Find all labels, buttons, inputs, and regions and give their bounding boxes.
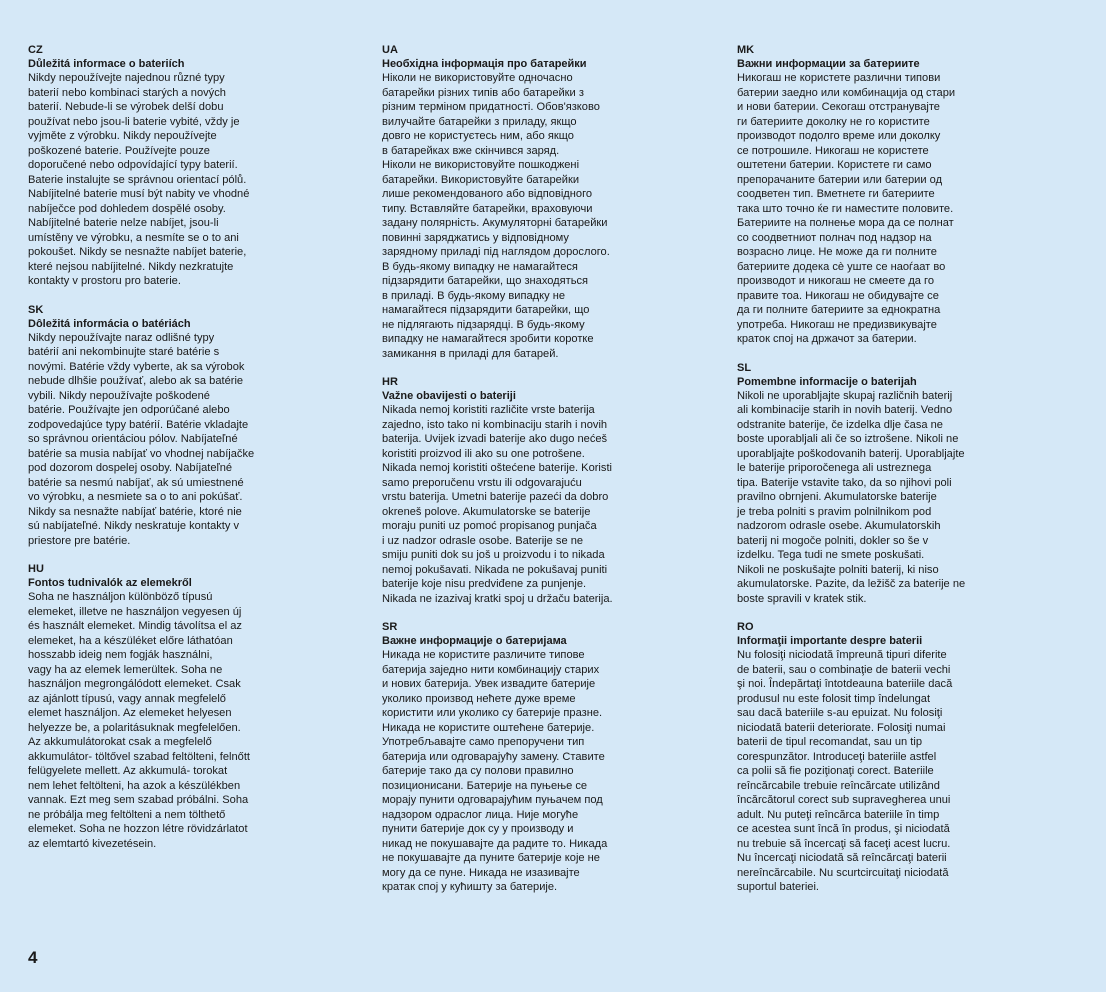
language-code: UA (382, 44, 398, 56)
body-line: tipa. Baterije vstavite tako, da so njihovi poli (737, 476, 952, 489)
language-code: RO (737, 621, 754, 633)
body-line: elemeket, illetve ne használjon vegyesen új (28, 605, 242, 618)
body-line: zodpovedajúce typy batérií. Batérie vkladajte (28, 418, 249, 431)
body-line: ali kombinacije starih in novih baterij. Vedno (737, 404, 953, 416)
body-line: підзарядити батарейки, що знаходяться (382, 275, 589, 287)
body-line: Nabíjitelné baterie musí být nabity ve vhodné (28, 188, 250, 200)
body-line: Nikdy sa nesnažte nabíjať batérie, ktoré nie (28, 505, 242, 518)
section-body (737, 389, 1037, 607)
body-line: да ги полните батериите за еднократна (737, 304, 941, 316)
body-line: производот подолго време или доколку (737, 130, 941, 142)
body-line: типу. Вставляйте батарейки, враховуючи (382, 202, 593, 215)
section-sl (737, 361, 1037, 607)
body-line: Nikoli ne uporabljajte skupaj različnih baterij (737, 389, 953, 402)
column-1 (28, 43, 328, 865)
body-line: okreneš polove. Akumulatorske se baterije (382, 505, 591, 518)
section-title: Необхідна інформація про батарейки (382, 58, 587, 70)
body-line: Nu folosiţi niciodată împreună tipuri diferite (737, 649, 947, 661)
body-line: izdelku. Tega tudi ne smete poskušati. (737, 549, 925, 561)
body-line: i uz nadzor odrasle osobe. Baterije se ne (382, 534, 584, 547)
body-line: Ніколи не використовуйте пошкоджені (382, 159, 580, 171)
body-line: позиционисани. Батерије на пуњење се (382, 779, 588, 792)
body-line: vyjměte z výrobku. Nikdy nepoužívejte (28, 130, 217, 142)
body-line: соодветен тип. Вметнете ги батериите (737, 188, 935, 200)
body-line: випадку не намагайтеся зробити коротке (382, 333, 594, 345)
body-line: возрасно лице. Не може да ги полните (737, 246, 937, 258)
body-line: je treba polniti s pravim polnilnikom pod (737, 505, 932, 518)
body-line: moraju puniti uz pomoć propisanog punjača (382, 520, 597, 532)
body-line: akumulatorske. Pazite, da ležišč za baterije ne (737, 578, 966, 590)
body-line: Nikada nemoj koristiti oštećene baterije. Koristi (382, 462, 612, 474)
body-line: Ніколи не використовуйте одночасно (382, 72, 573, 84)
section-body (737, 71, 1037, 347)
body-line: В будь-якому випадку не намагайтеся (382, 260, 578, 273)
body-line: батерии заедно или комбинација од стари (737, 86, 956, 99)
body-line: nebude dlhšie používať, alebo ak sa batérie (28, 375, 244, 387)
body-line: Никада не користите различите типове (382, 649, 585, 661)
body-line: надзором одраслог лица. Није могуће (382, 808, 579, 821)
body-line: Az akkumulátorokat csak a megfelelő (28, 736, 212, 748)
body-line: odstranite baterije, če izdelka dlje časa ne (737, 418, 943, 431)
section-body (737, 648, 1037, 895)
body-line: Nikoli ne poskušajte polniti baterij, ki niso (737, 563, 939, 576)
body-line: smiju puniti dok su još u proizvodu i to nikada (382, 549, 605, 561)
body-line: никад не покушавајте да радите то. Никада (382, 837, 608, 850)
body-line: şi noi. Îndepărtaţi întotdeauna bateriile dacă (737, 678, 953, 690)
body-line: niciodată baterii deteriorate. Folosiţi numai (737, 721, 946, 734)
body-line: и нових батерија. Увек извадите батерије (382, 678, 596, 690)
page-number: 4 (28, 948, 38, 967)
body-line: încărcătorul corect sub supravegherea unui (737, 794, 951, 806)
body-line: boste uporabljali ali če so iztrošene. Nikoli ne (737, 433, 959, 445)
body-line: nu trebuie să încercaţi să faceţi acest lucru. (737, 837, 951, 850)
body-line: poškozené baterie. Používejte pouze (28, 144, 210, 157)
body-line: краток спој на држачот за батерии. (737, 333, 917, 345)
body-line: pravilno obrnjeni. Akumulatorske baterije (737, 491, 937, 503)
body-line: priestore pre batérie. (28, 534, 131, 547)
body-line: baterij ni mogoče polniti, dokler so še v (737, 534, 929, 547)
body-line: pod dozorom dospelej osoby. Nabíjateľné (28, 462, 233, 474)
body-line: sau dacă bateriile s-au epuizat. Nu folosiţi (737, 707, 943, 719)
section-title: Informaţii importante despre baterii (737, 635, 923, 647)
body-line: Nikdy nepoužívejte najednou různé typy (28, 72, 225, 84)
body-line: elemet használjon. Az elemeket helyesen (28, 707, 232, 719)
language-code: HR (382, 376, 398, 388)
body-line: Употребљавајте само препоручени тип (382, 736, 585, 748)
body-line: pokoušet. Nikdy se nesnažte nabíjet baterie, (28, 246, 247, 258)
body-line: akkumulátor- töltővel szabad feltölteni, felnőtt (28, 750, 250, 763)
body-line: морају пунити одговарајућим пуњачем под (382, 794, 603, 806)
body-line: и нови батерии. Секогаш отстранувајте (737, 101, 940, 113)
section-mk (737, 43, 1037, 347)
body-line: Nu încercaţi niciodată să reîncărcaţi baterii (737, 852, 947, 864)
body-line: batérií ani nekombinujte staré batérie s (28, 346, 220, 358)
body-line: zajedno, isto tako ni kombinaciju starih i novih (382, 418, 608, 431)
section-hr (382, 375, 682, 606)
body-line: правите тоа. Никогаш не обидувајте се (737, 289, 939, 302)
body-line: вилучайте батарейки з приладу, якщо (382, 115, 577, 128)
body-line: намагайтеся підзарядити батарейки, що (382, 304, 590, 316)
section-body (382, 403, 682, 606)
body-line: уколико производ нећете дуже време (382, 692, 576, 705)
body-line: batérie. Používajte jen odporúčané alebo (28, 404, 230, 416)
language-code: SK (28, 303, 44, 316)
body-line: довго не користуєтесь ним, або якщо (382, 130, 574, 142)
body-line: vybili. Nikdy nepoužívajte poškodené (28, 389, 210, 402)
body-line: nabíječce pod dohledem dospělé osoby. (28, 202, 226, 215)
body-line: Baterie instalujte se správnou orientací pólů. (28, 173, 247, 186)
body-line: az ajánlott típusú, vagy annak megfelelő (28, 692, 226, 705)
body-line: hosszabb ideig nem fogják használni, (28, 649, 213, 661)
section-title: Pomembne informacije o baterijah (737, 375, 917, 388)
body-line: baterije koje nisu predviđene za punjenje. (382, 578, 587, 590)
body-line: не підлягають підзарядці. В будь-якому (382, 318, 585, 331)
body-line: kontakty v prostoru pro baterie. (28, 275, 181, 287)
body-line: різним терміном придатності. Обов'язково (382, 101, 600, 113)
language-code: HU (28, 563, 44, 575)
body-line: vagy ha az elemek lemerültek. Soha ne (28, 663, 223, 676)
body-line: оштетени батерии. Користете ги само (737, 159, 932, 171)
body-line: в приладі. В будь-якому випадку не (382, 289, 565, 302)
body-line: nadzorom odrasle osebe. Akumulatorskih (737, 520, 941, 532)
language-code: MK (737, 44, 755, 56)
section-body (28, 71, 328, 289)
section-ro (737, 620, 1037, 895)
body-line: ca polii să fie poziţionaţi corect. Bateriile (737, 765, 934, 777)
body-line: Soha ne használjon különböző típusú (28, 591, 213, 603)
section-ua (382, 43, 682, 361)
body-line: батерије тако да су полови правилно (382, 765, 574, 777)
body-line: baterií. Nebude-li se výrobek delší dobu (28, 101, 224, 113)
body-line: лише рекомендованого або відповідного (382, 188, 593, 200)
section-body (28, 331, 328, 549)
body-line: elemeket. Soha ne hozzon létre rövidzárlatot (28, 823, 248, 835)
body-line: не покушавајте да пуните батерије које не (382, 852, 600, 864)
body-line: de baterii, sau o combinaţie de baterii vechi (737, 663, 951, 676)
body-line: Никада не користите оштећене батерије. (382, 721, 595, 734)
section-title: Důležitá informace o bateriích (28, 58, 185, 70)
body-line: могу да се пуне. Никада не изазивајте (382, 866, 580, 879)
body-line: ce acestea sunt încă în produs, şi niciodată (737, 823, 950, 835)
body-line: повинні заряджатись у відповідному (382, 231, 569, 244)
language-code: SR (382, 621, 398, 633)
section-hu (28, 562, 328, 851)
body-line: používat nebo jsou-li baterie vybité, vždy je (28, 115, 240, 128)
body-line: suportul bateriei. (737, 881, 820, 893)
body-line: кратак спој у кућишту за батерије. (382, 881, 558, 893)
body-line: производот и никогаш не смеете да го (737, 275, 935, 287)
body-line: produsul nu este folosit timp îndelungat (737, 692, 931, 705)
body-line: használjon megrongálódott elemeket. Csak (28, 678, 241, 690)
body-line: употреба. Никогаш не предизвикувајте (737, 318, 937, 331)
column-2 (382, 43, 682, 909)
body-line: батарейки. Використовуйте батарейки (382, 173, 580, 186)
body-line: corespunzător. Introduceţi bateriile astfel (737, 750, 937, 763)
body-line: koristiti proizvod ili ako su one potrošene. (382, 447, 585, 460)
body-line: felügyelete mellett. Az akkumulá- torokat (28, 765, 228, 777)
body-line: uporabljajte poškodovanih baterij. Uporabljajte (737, 447, 965, 460)
section-title: Важни информации за батериите (737, 58, 920, 70)
section-title: Dôležitá informácia o batériách (28, 317, 191, 330)
body-line: в батарейках вже скінчився заряд. (382, 144, 560, 157)
body-line: baterií nebo kombinaci starých a nových (28, 86, 226, 99)
section-body (382, 71, 682, 361)
body-line: се потрошиле. Никогаш не користете (737, 144, 929, 157)
body-line: така што точно ќе ги наместите половите. (737, 202, 954, 215)
section-body (28, 590, 328, 851)
body-line: замикання в приладі для батарей. (382, 347, 559, 360)
body-line: umístěny ve výrobku, a nesmíte se o to ani (28, 231, 239, 244)
body-line: nereîncărcabile. Nu scurtcircuitaţi niciodată (737, 866, 949, 879)
body-line: boste spravili v kratek stik. (737, 592, 867, 605)
body-line: helyezze be, a polaritásuknak megfelelően. (28, 721, 241, 734)
column-3 (737, 43, 1037, 909)
section-sr (382, 620, 682, 895)
section-cz (28, 43, 328, 289)
body-line: со соодветниот полнач под надзор на (737, 231, 932, 244)
body-line: samo preporučenu vrstu ili odgovarajuću (382, 476, 582, 489)
body-line: vrstu baterija. Umetni baterije pazeći da dobro (382, 491, 609, 503)
body-line: které nejsou nabíjitelné. Nikdy nezkratujte (28, 260, 234, 273)
section-title: Fontos tudnivalók az elemekről (28, 577, 192, 589)
body-line: nem lehet feltölteni, ha azok a készülékben (28, 779, 241, 792)
body-line: Никогаш не користете различни типови (737, 72, 941, 84)
body-line: és használt elemeket. Mindig távolítsa el az (28, 620, 242, 632)
body-line: az elemtartó kivezetésein. (28, 837, 157, 850)
body-line: користити или уколико су батерије празне. (382, 707, 603, 719)
body-line: vo výrobku, a nesmiete sa o to ani pokúšať. (28, 491, 243, 503)
body-line: so správnou orientáciou pólov. Nabíjateľné (28, 433, 238, 445)
body-line: vannak. Ezt meg sem szabad próbálni. Soha (28, 794, 249, 806)
language-code: CZ (28, 44, 43, 56)
body-line: doporučené nebo odpovídající typy baterií. (28, 159, 238, 171)
section-sk (28, 303, 328, 549)
section-body (382, 648, 682, 895)
body-line: Nikada nemoj koristiti različite vrste baterija (382, 404, 595, 416)
body-line: ги батериите доколку не го користите (737, 115, 930, 128)
body-line: препорачаните батерии или батерии од (737, 173, 943, 186)
body-line: Nikdy nepoužívajte naraz odlišné typy (28, 331, 215, 344)
section-title: Važne obavijesti o bateriji (382, 390, 516, 402)
body-line: nemoj pokušavati. Nikada ne pokušavaj puniti (382, 563, 608, 576)
body-line: батарейки різних типів або батарейки з (382, 86, 584, 99)
section-title: Важне информације о батеријама (382, 635, 567, 647)
body-line: le baterije priporočenega ali ustreznega (737, 462, 932, 474)
body-line: baterija. Uvijek izvadi baterije ako dugo nećeš (382, 433, 608, 445)
body-line: adult. Nu puteţi reîncărca bateriile în timp (737, 808, 940, 821)
body-line: batérie sa musia nabíjať vo vhodnej nabíjačke (28, 447, 255, 460)
body-line: ne próbálja meg feltölteni a nem tölthető (28, 808, 226, 821)
body-line: baterii de tipul recomandat, sau un tip (737, 736, 923, 748)
body-line: зарядному приладі під наглядом дорослого. (382, 246, 610, 258)
body-line: batérie sa nesmú nabíjať, ak sú umiestnené (28, 476, 244, 489)
body-line: батерија или одговарајућу замену. Ставите (382, 750, 605, 763)
body-line: Nabíjitelné baterie nelze nabíjet, jsou-li (28, 217, 219, 229)
language-code: SL (737, 361, 752, 374)
body-line: задану полярність. Акумуляторні батарейки (382, 217, 608, 229)
body-line: elemeket, ha a készüléket előre láthatóan (28, 634, 233, 647)
body-line: novými. Batérie vždy vyberte, ak sa výrobok (28, 360, 245, 373)
body-line: батериите додека сè уште се наоѓаат во (737, 260, 946, 273)
body-line: Nikada ne izazivaj kratki spoj u držaču baterija. (382, 592, 613, 605)
body-line: пунити батерије док су у производу и (382, 823, 574, 835)
body-line: Батериите на полнење мора да се полнат (737, 217, 954, 229)
body-line: sú nabíjateľné. Nikdy neskratuje kontakty v (28, 520, 240, 532)
body-line: батерија заједно нити комбинацију старих (382, 663, 600, 676)
body-line: reîncărcabile trebuie reîncărcate utilizând (737, 779, 940, 792)
